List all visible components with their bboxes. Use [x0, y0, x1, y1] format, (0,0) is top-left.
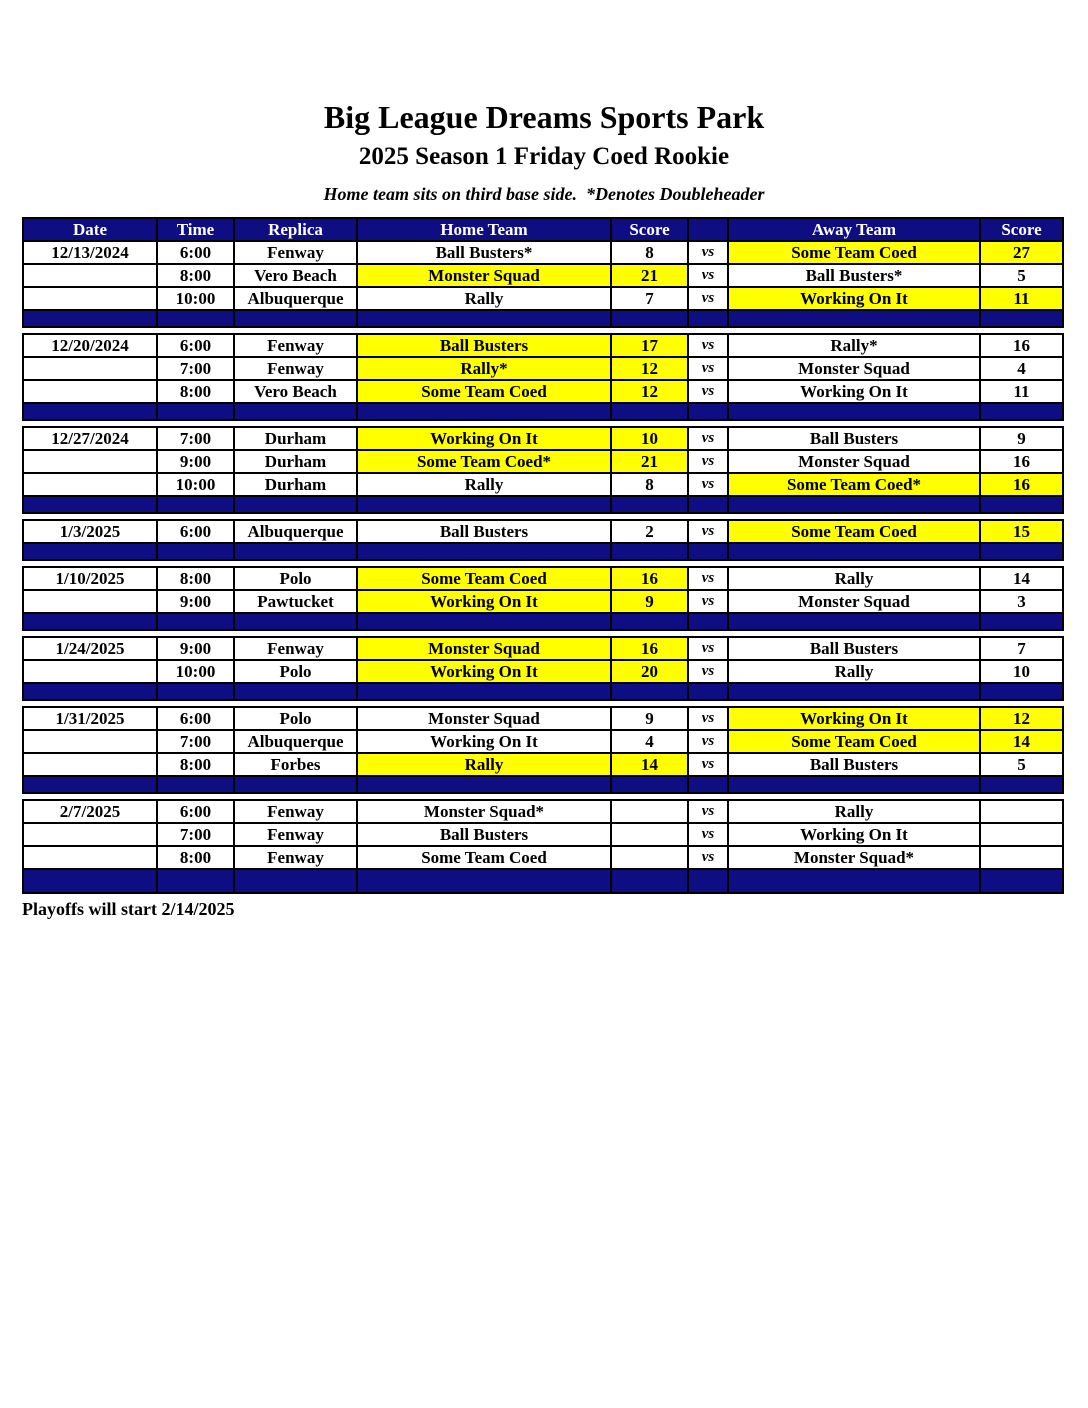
cell-away-team: Working On It [728, 823, 980, 846]
vs-label: vs [688, 800, 728, 823]
separator-cell [728, 496, 980, 513]
cell-replica: Polo [234, 707, 357, 730]
cell-home-score: 2 [611, 520, 688, 543]
cell-date: 12/27/2024 [23, 427, 157, 450]
cell-home-team: Rally [357, 473, 611, 496]
separator-cell [234, 310, 357, 327]
game-row [23, 800, 1063, 823]
cell-home-score: 4 [611, 730, 688, 753]
vs-label: vs [688, 241, 728, 264]
cell-date [23, 730, 157, 753]
column-header: Replica [234, 218, 357, 241]
cell-home-score: 16 [611, 567, 688, 590]
separator-cell [611, 613, 688, 630]
cell-away-score: 11 [980, 380, 1063, 403]
cell-away-team: Some Team Coed [728, 241, 980, 264]
cell-date [23, 473, 157, 496]
cell-replica: Fenway [234, 823, 357, 846]
cell-home-team: Monster Squad* [357, 800, 611, 823]
column-header [688, 218, 728, 241]
cell-home-team: Rally [357, 287, 611, 310]
cell-home-score: 7 [611, 287, 688, 310]
separator-cell [980, 543, 1063, 560]
cell-away-team: Some Team Coed [728, 730, 980, 753]
vs-label: vs [688, 520, 728, 543]
cell-date: 1/3/2025 [23, 520, 157, 543]
cell-away-score: 16 [980, 450, 1063, 473]
separator-cell [688, 613, 728, 630]
cell-home-team: Some Team Coed [357, 567, 611, 590]
separator-cell [157, 613, 234, 630]
game-row [23, 567, 1063, 590]
cell-home-team: Working On It [357, 660, 611, 683]
separator-cell [157, 310, 234, 327]
cell-replica: Vero Beach [234, 380, 357, 403]
column-header: Time [157, 218, 234, 241]
vs-label: vs [688, 567, 728, 590]
separator-cell [23, 543, 157, 560]
cell-home-team: Some Team Coed [357, 846, 611, 869]
separator-cell [728, 869, 980, 893]
playoffs-note: Playoffs will start 2/14/2025 [22, 899, 235, 920]
separator-cell [728, 403, 980, 420]
game-row [23, 637, 1063, 660]
cell-home-team: Working On It [357, 427, 611, 450]
schedule-table [0, 217, 1088, 894]
cell-date [23, 846, 157, 869]
separator-cell [357, 869, 611, 893]
cell-replica: Durham [234, 473, 357, 496]
cell-away-score: 27 [980, 241, 1063, 264]
game-row [23, 473, 1063, 496]
cell-home-score: 21 [611, 450, 688, 473]
separator-cell [688, 403, 728, 420]
cell-time: 7:00 [157, 730, 234, 753]
separator-cell [157, 403, 234, 420]
cell-away-score: 16 [980, 334, 1063, 357]
cell-replica: Polo [234, 660, 357, 683]
cell-date [23, 590, 157, 613]
cell-replica: Albuquerque [234, 730, 357, 753]
cell-away-team: Ball Busters [728, 637, 980, 660]
cell-home-score: 12 [611, 357, 688, 380]
separator-cell [23, 496, 157, 513]
cell-time: 7:00 [157, 823, 234, 846]
separator-cell [23, 403, 157, 420]
cell-date [23, 823, 157, 846]
cell-away-team: Rally [728, 660, 980, 683]
game-row [23, 730, 1063, 753]
cell-date [23, 264, 157, 287]
cell-time: 9:00 [157, 590, 234, 613]
column-header: Score [611, 218, 688, 241]
cell-away-team: Some Team Coed [728, 520, 980, 543]
schedule-section-table [22, 636, 1064, 701]
cell-replica: Fenway [234, 357, 357, 380]
separator-cell [611, 869, 688, 893]
separator-cell [234, 613, 357, 630]
separator-cell [357, 776, 611, 793]
separator-cell [728, 543, 980, 560]
cell-away-team: Monster Squad [728, 590, 980, 613]
schedule-section-table [22, 799, 1064, 894]
separator-cell [611, 543, 688, 560]
cell-away-team: Monster Squad [728, 450, 980, 473]
separator-cell [688, 683, 728, 700]
section-separator [23, 543, 1063, 560]
schedule-section-table [22, 706, 1064, 794]
vs-label: vs [688, 380, 728, 403]
separator-cell [357, 683, 611, 700]
cell-home-score [611, 823, 688, 846]
separator-cell [728, 613, 980, 630]
column-header: Home Team [357, 218, 611, 241]
cell-away-team: Working On It [728, 707, 980, 730]
vs-label: vs [688, 287, 728, 310]
cell-away-team: Monster Squad* [728, 846, 980, 869]
cell-home-score [611, 846, 688, 869]
game-row [23, 380, 1063, 403]
cell-replica: Albuquerque [234, 287, 357, 310]
cell-date: 1/31/2025 [23, 707, 157, 730]
vs-label: vs [688, 823, 728, 846]
cell-away-team: Rally [728, 800, 980, 823]
cell-date [23, 287, 157, 310]
game-row [23, 823, 1063, 846]
game-row [23, 427, 1063, 450]
cell-time: 10:00 [157, 660, 234, 683]
separator-cell [23, 869, 157, 893]
separator-cell [611, 776, 688, 793]
cell-away-score: 14 [980, 567, 1063, 590]
separator-cell [23, 310, 157, 327]
cell-time: 9:00 [157, 450, 234, 473]
cell-away-score: 9 [980, 427, 1063, 450]
separator-cell [357, 543, 611, 560]
cell-home-score: 10 [611, 427, 688, 450]
cell-replica: Fenway [234, 241, 357, 264]
cell-home-team: Some Team Coed* [357, 450, 611, 473]
vs-label: vs [688, 264, 728, 287]
separator-cell [611, 310, 688, 327]
cell-replica: Forbes [234, 753, 357, 776]
cell-away-team: Some Team Coed* [728, 473, 980, 496]
cell-replica: Fenway [234, 800, 357, 823]
cell-replica: Fenway [234, 846, 357, 869]
game-row [23, 450, 1063, 473]
game-row [23, 287, 1063, 310]
separator-cell [728, 310, 980, 327]
cell-home-score [611, 800, 688, 823]
column-header: Score [980, 218, 1063, 241]
cell-away-score: 5 [980, 753, 1063, 776]
separator-cell [234, 776, 357, 793]
vs-label: vs [688, 707, 728, 730]
section-separator [23, 496, 1063, 513]
cell-home-score: 12 [611, 380, 688, 403]
cell-away-score: 7 [980, 637, 1063, 660]
cell-date: 1/10/2025 [23, 567, 157, 590]
cell-home-team: Rally* [357, 357, 611, 380]
vs-label: vs [688, 427, 728, 450]
header-row [23, 218, 1063, 241]
cell-away-team: Rally* [728, 334, 980, 357]
cell-away-team: Ball Busters [728, 427, 980, 450]
cell-time: 7:00 [157, 357, 234, 380]
column-header: Date [23, 218, 157, 241]
separator-cell [157, 543, 234, 560]
cell-home-score: 20 [611, 660, 688, 683]
vs-label: vs [688, 637, 728, 660]
section-separator [23, 776, 1063, 793]
legend-note: Home team sits on third base side. *Denotes Doubleheader [323, 183, 765, 204]
vs-label: vs [688, 590, 728, 613]
cell-home-score: 17 [611, 334, 688, 357]
cell-date: 1/24/2025 [23, 637, 157, 660]
cell-date: 12/13/2024 [23, 241, 157, 264]
vs-label: vs [688, 660, 728, 683]
separator-cell [688, 310, 728, 327]
separator-cell [688, 869, 728, 893]
game-row [23, 660, 1063, 683]
schedule-section-table [22, 217, 1064, 328]
cell-time: 6:00 [157, 800, 234, 823]
separator-cell [234, 683, 357, 700]
cell-home-score: 8 [611, 241, 688, 264]
vs-label: vs [688, 753, 728, 776]
schedule-section-table [22, 333, 1064, 421]
cell-replica: Fenway [234, 637, 357, 660]
game-row [23, 264, 1063, 287]
cell-time: 6:00 [157, 334, 234, 357]
cell-away-score: 11 [980, 287, 1063, 310]
cell-home-score: 8 [611, 473, 688, 496]
column-header: Away Team [728, 218, 980, 241]
separator-cell [688, 776, 728, 793]
game-row [23, 357, 1063, 380]
cell-home-team: Working On It [357, 590, 611, 613]
separator-cell [980, 403, 1063, 420]
schedule-section-table [22, 519, 1064, 561]
cell-replica: Fenway [234, 334, 357, 357]
cell-home-team: Some Team Coed [357, 380, 611, 403]
separator-cell [357, 403, 611, 420]
separator-cell [980, 496, 1063, 513]
cell-date [23, 660, 157, 683]
separator-cell [157, 776, 234, 793]
cell-away-team: Ball Busters [728, 753, 980, 776]
game-row [23, 520, 1063, 543]
separator-cell [234, 403, 357, 420]
cell-away-score: 12 [980, 707, 1063, 730]
cell-home-score: 21 [611, 264, 688, 287]
game-row [23, 846, 1063, 869]
separator-cell [611, 403, 688, 420]
cell-replica: Pawtucket [234, 590, 357, 613]
vs-label: vs [688, 730, 728, 753]
cell-home-team: Working On It [357, 730, 611, 753]
cell-time: 8:00 [157, 380, 234, 403]
game-row [23, 334, 1063, 357]
cell-away-score: 16 [980, 473, 1063, 496]
separator-cell [23, 683, 157, 700]
separator-cell [688, 543, 728, 560]
cell-away-team: Rally [728, 567, 980, 590]
schedule-section-table [22, 566, 1064, 631]
cell-time: 10:00 [157, 473, 234, 496]
cell-date: 12/20/2024 [23, 334, 157, 357]
game-row [23, 590, 1063, 613]
vs-label: vs [688, 846, 728, 869]
cell-time: 9:00 [157, 637, 234, 660]
cell-home-score: 9 [611, 590, 688, 613]
game-row [23, 241, 1063, 264]
separator-cell [980, 613, 1063, 630]
separator-cell [234, 869, 357, 893]
separator-cell [157, 683, 234, 700]
cell-away-score: 5 [980, 264, 1063, 287]
cell-date [23, 380, 157, 403]
cell-away-score: 14 [980, 730, 1063, 753]
cell-away-score: 4 [980, 357, 1063, 380]
cell-replica: Albuquerque [234, 520, 357, 543]
vs-label: vs [688, 473, 728, 496]
cell-away-score: 15 [980, 520, 1063, 543]
separator-cell [611, 496, 688, 513]
cell-home-team: Ball Busters* [357, 241, 611, 264]
separator-cell [357, 613, 611, 630]
cell-time: 8:00 [157, 846, 234, 869]
separator-cell [688, 496, 728, 513]
section-separator [23, 613, 1063, 630]
separator-cell [728, 776, 980, 793]
cell-date [23, 753, 157, 776]
cell-away-score: 3 [980, 590, 1063, 613]
separator-cell [980, 310, 1063, 327]
cell-time: 6:00 [157, 520, 234, 543]
cell-replica: Vero Beach [234, 264, 357, 287]
cell-away-score [980, 800, 1063, 823]
section-separator [23, 683, 1063, 700]
cell-time: 8:00 [157, 753, 234, 776]
separator-cell [357, 310, 611, 327]
page-title: Big League Dreams Sports Park [323, 99, 765, 135]
vs-label: vs [688, 450, 728, 473]
separator-cell [980, 776, 1063, 793]
game-row [23, 753, 1063, 776]
cell-home-team: Ball Busters [357, 520, 611, 543]
cell-home-team: Monster Squad [357, 707, 611, 730]
cell-date [23, 450, 157, 473]
separator-cell [611, 683, 688, 700]
game-row [23, 707, 1063, 730]
separator-cell [980, 869, 1063, 893]
separator-cell [234, 543, 357, 560]
vs-label: vs [688, 357, 728, 380]
cell-time: 6:00 [157, 241, 234, 264]
separator-cell [980, 683, 1063, 700]
separator-cell [728, 683, 980, 700]
separator-cell [234, 496, 357, 513]
cell-home-team: Ball Busters [357, 823, 611, 846]
page-subtitle: 2025 Season 1 Friday Coed Rookie [358, 143, 730, 171]
separator-cell [357, 496, 611, 513]
cell-home-score: 14 [611, 753, 688, 776]
cell-away-team: Working On It [728, 380, 980, 403]
cell-home-score: 9 [611, 707, 688, 730]
cell-away-score [980, 846, 1063, 869]
schedule-section-table [22, 426, 1064, 514]
cell-home-team: Rally [357, 753, 611, 776]
cell-replica: Polo [234, 567, 357, 590]
cell-away-score [980, 823, 1063, 846]
separator-cell [23, 776, 157, 793]
cell-date: 2/7/2025 [23, 800, 157, 823]
cell-home-team: Ball Busters [357, 334, 611, 357]
cell-time: 8:00 [157, 567, 234, 590]
cell-replica: Durham [234, 427, 357, 450]
section-separator [23, 403, 1063, 420]
cell-away-team: Ball Busters* [728, 264, 980, 287]
separator-cell [157, 496, 234, 513]
cell-date [23, 357, 157, 380]
cell-away-team: Monster Squad [728, 357, 980, 380]
cell-home-team: Monster Squad [357, 637, 611, 660]
vs-label: vs [688, 334, 728, 357]
cell-away-team: Working On It [728, 287, 980, 310]
cell-home-score: 16 [611, 637, 688, 660]
cell-time: 10:00 [157, 287, 234, 310]
cell-home-team: Monster Squad [357, 264, 611, 287]
cell-away-score: 10 [980, 660, 1063, 683]
cell-replica: Durham [234, 450, 357, 473]
cell-time: 6:00 [157, 707, 234, 730]
separator-cell [157, 869, 234, 893]
separator-cell [23, 613, 157, 630]
cell-time: 7:00 [157, 427, 234, 450]
section-separator [23, 310, 1063, 327]
section-separator [23, 869, 1063, 893]
cell-time: 8:00 [157, 264, 234, 287]
